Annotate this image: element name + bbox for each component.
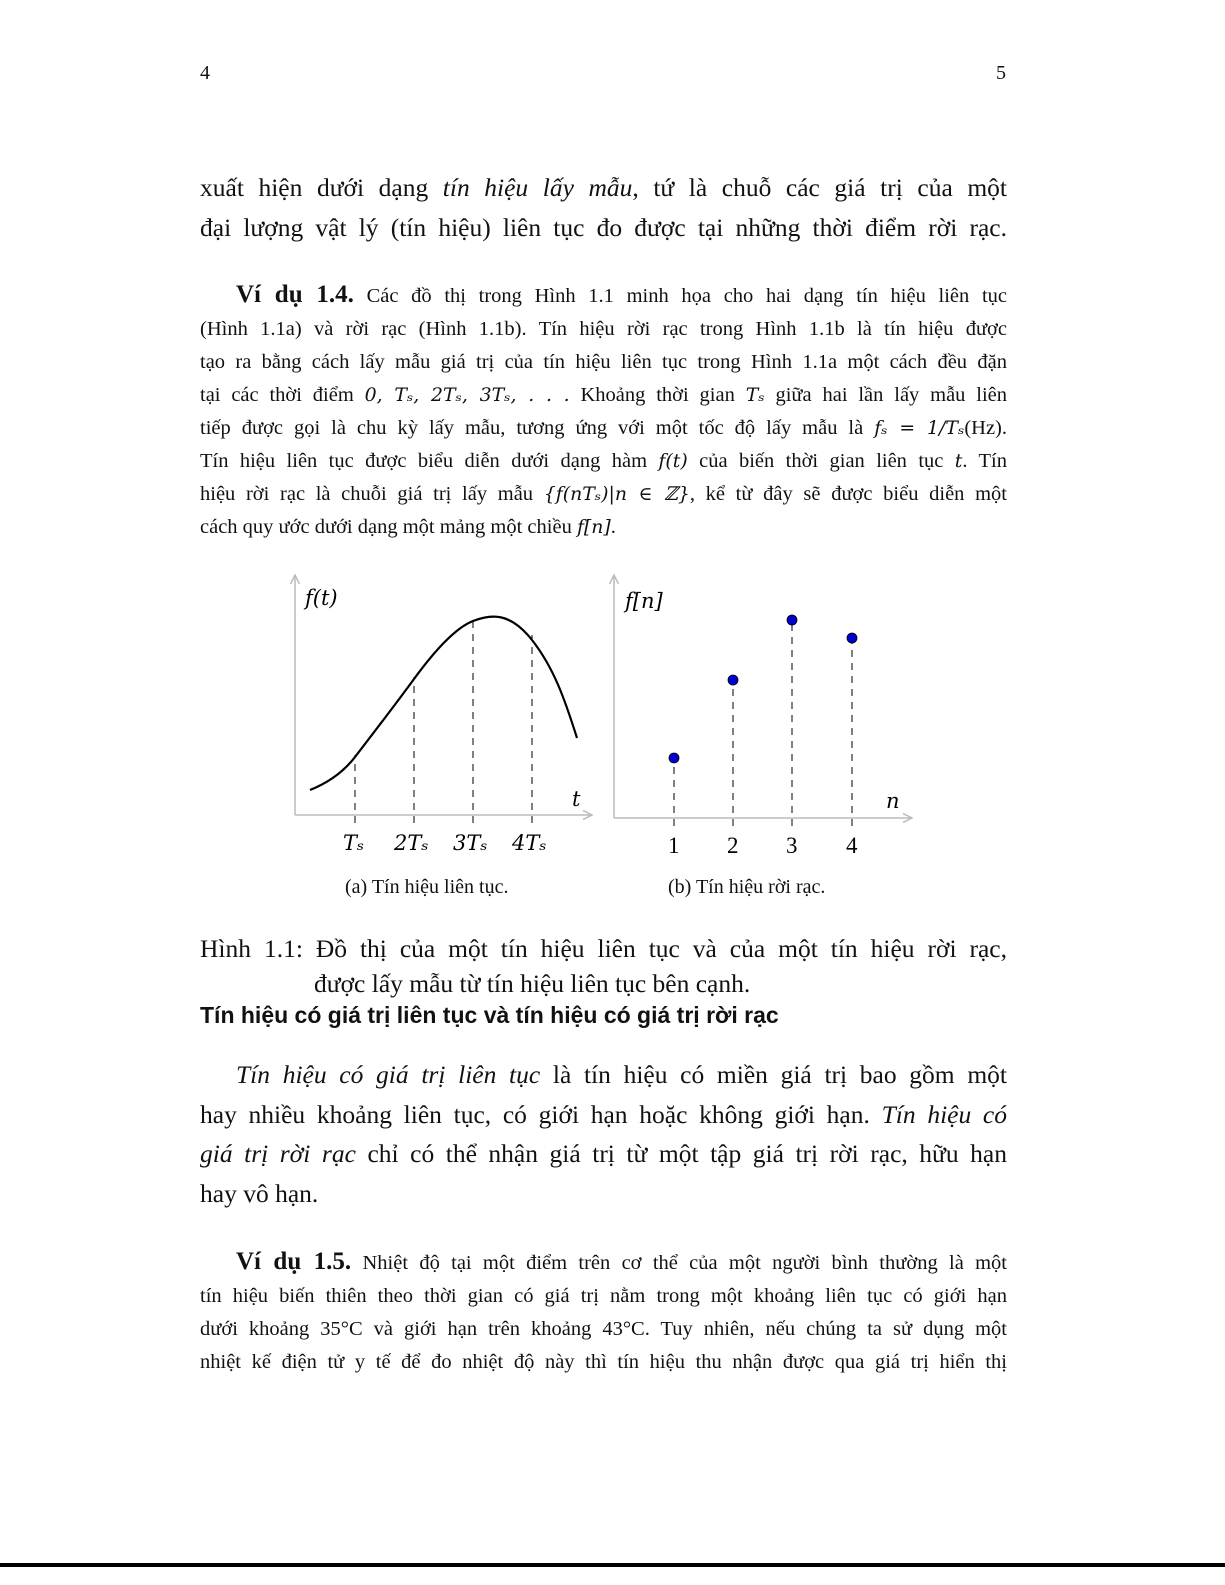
text-line xyxy=(200,168,1007,208)
text-segment: . Tín xyxy=(962,450,1007,472)
discrete-signal-plot xyxy=(614,575,912,858)
text-line xyxy=(200,379,1007,412)
text-line xyxy=(200,445,1007,478)
text-segment: tín hiệu biến thiên theo thời gian có giá trị nằm trong một khoảng liên tục có giới hạn xyxy=(200,1285,1007,1307)
text-segment: nhiệt kế điện tử y tế để đo nhiệt độ này thì tín hiệu thu nhận được qua giá trị hiển thị xyxy=(200,1351,1007,1373)
text-segment: là tín hiệu có miền giá trị bao gồm một xyxy=(540,1060,1007,1089)
text-segment: xuất hiện dưới dạng xyxy=(200,173,443,202)
x-tick-label: 3 xyxy=(786,833,798,858)
text-line xyxy=(200,1055,1007,1095)
text-segment: tạo ra bằng cách lấy mẫu giá trị của tín hiệu liên tục trong Hình 1.1a một cách đều đặn xyxy=(200,351,1007,373)
text-segment: . xyxy=(610,516,616,538)
text-segment: dưới khoảng 35°C và giới hạn trên khoảng 43°C. Tuy nhiên, nếu chúng ta sử dụng một xyxy=(200,1318,1007,1340)
text-line xyxy=(200,1346,1007,1379)
x-tick-label: 3Tₛ xyxy=(453,831,488,855)
text-line xyxy=(200,412,1007,445)
sample-point xyxy=(669,753,679,763)
text-segment: tín hiệu lấy mẫu xyxy=(442,173,633,202)
signal-curve xyxy=(310,617,577,790)
text-segment: cách quy ước dưới dạng một mảng một chiều xyxy=(200,516,577,538)
sample-point xyxy=(847,633,857,643)
math-expression: {f(nTₛ)|n ∈ ℤ} xyxy=(543,483,690,505)
page-number-right: 5 xyxy=(996,62,1006,84)
text-line xyxy=(200,278,1007,313)
text-segment: (Hz). xyxy=(964,417,1007,439)
continuous-signal-plot xyxy=(295,575,592,855)
text-line xyxy=(200,346,1007,379)
x-tick-label: Tₛ xyxy=(343,831,365,855)
text-segment: hay vô hạn. xyxy=(200,1178,319,1208)
x-tick-label: 2 xyxy=(727,833,739,858)
subcaption-a: (a) Tín hiệu liên tục. xyxy=(345,876,509,898)
sample-point xyxy=(728,675,738,685)
example-1-4 xyxy=(200,278,1007,544)
text-segment: chỉ có thể nhận giá trị từ một tập giá trị rời rạc, hữu hạn xyxy=(355,1139,1007,1168)
text-line xyxy=(200,1095,1007,1135)
text-segment: Nhiệt độ tại một điểm trên cơ thể của một người bình thường là một xyxy=(351,1252,1007,1274)
text-segment: Khoảng thời gian xyxy=(569,384,746,406)
text-segment: , kể từ đây sẽ được biểu diễn một xyxy=(689,483,1008,505)
text-segment: đại lượng vật lý (tín hiệu) liên tục đo được tại những thời điểm rời rạc. xyxy=(200,212,1007,242)
figure-1-1 xyxy=(0,560,1225,880)
x-tick-label: 4 xyxy=(846,833,858,858)
definition-paragraph xyxy=(200,1055,1007,1213)
example-label: Ví dụ 1.5. xyxy=(236,1248,352,1275)
math-expression: 0, Tₛ, 2Tₛ, 3Tₛ, . . . xyxy=(364,384,570,406)
text-segment: giá trị rời rạc xyxy=(200,1139,356,1168)
section-heading: Tín hiệu có giá trị liên tục và tín hiệu có giá trị rời rạc xyxy=(200,1002,779,1028)
math-expression: fₛ = 1/Tₛ xyxy=(874,417,965,439)
x-tick-label: 1 xyxy=(668,833,680,858)
text-segment: , tứ là chuỗ các giá trị của một xyxy=(632,173,1008,202)
text-segment: Các đồ thị trong Hình 1.1 minh họa cho hai dạng tín hiệu liên tục xyxy=(353,285,1007,307)
subcaption-b: (b) Tín hiệu rời rạc. xyxy=(668,876,826,898)
math-expression: Tₛ xyxy=(745,384,765,406)
y-axis-label: f(t) xyxy=(305,586,338,610)
text-segment: của biến thời gian liên tục xyxy=(687,450,955,472)
text-segment: hay nhiều khoảng liên tục, có giới hạn hoặc không giới hạn. xyxy=(200,1099,882,1129)
math-expression: f(t) xyxy=(658,450,688,472)
text-segment: (Hình 1.1a) và rời rạc (Hình 1.1b). Tín hiệu rời rạc trong Hình 1.1b là tín hiệu được xyxy=(200,318,1007,340)
text-line xyxy=(200,1134,1007,1174)
text-segment: hiệu rời rạc là chuỗi giá trị lấy mẫu xyxy=(200,483,544,505)
page-number-left: 4 xyxy=(200,62,210,84)
x-axis-label: t xyxy=(572,787,581,811)
text-line xyxy=(200,1280,1007,1313)
text-line xyxy=(200,1245,1007,1280)
text-line xyxy=(200,1174,1007,1214)
text-line xyxy=(200,1313,1007,1346)
sample-point xyxy=(787,615,797,625)
x-axis-label: n xyxy=(886,789,900,813)
x-tick-label: 2Tₛ xyxy=(394,831,429,855)
math-expression: t xyxy=(954,450,963,472)
text-segment: Tín hiệu liên tục được biểu diễn dưới dạng hàm xyxy=(200,450,659,472)
text-line xyxy=(200,511,1007,544)
text-segment: tại các thời điểm xyxy=(200,384,365,406)
x-tick-label: 4Tₛ xyxy=(512,831,547,855)
figure-caption-line2: được lấy mẫu từ tín hiệu liên tục bên cạnh. xyxy=(314,969,751,998)
text-segment: tiếp được gọi là chu kỳ lấy mẫu, tương ứng với một tốc độ lấy mẫu là xyxy=(200,417,875,439)
figure-caption-line1: Hình 1.1: Đồ thị của một tín hiệu liên tục và của một tín hiệu rời rạc, xyxy=(200,934,1007,963)
text-segment: giữa hai lần lấy mẫu liên xyxy=(764,384,1008,406)
example-label: Ví dụ 1.4. xyxy=(236,281,354,308)
text-line xyxy=(200,478,1007,511)
math-expression: f[n] xyxy=(576,516,611,538)
example-1-5 xyxy=(200,1245,1007,1379)
y-axis-label: f[n] xyxy=(625,589,663,613)
page-bottom-rule xyxy=(0,1563,1225,1567)
text-line xyxy=(200,208,1007,248)
text-line xyxy=(200,313,1007,346)
text-segment: Tín hiệu có xyxy=(881,1099,1007,1129)
text-segment: Tín hiệu có giá trị liên tục xyxy=(236,1060,541,1089)
intro-paragraph xyxy=(200,168,1007,247)
